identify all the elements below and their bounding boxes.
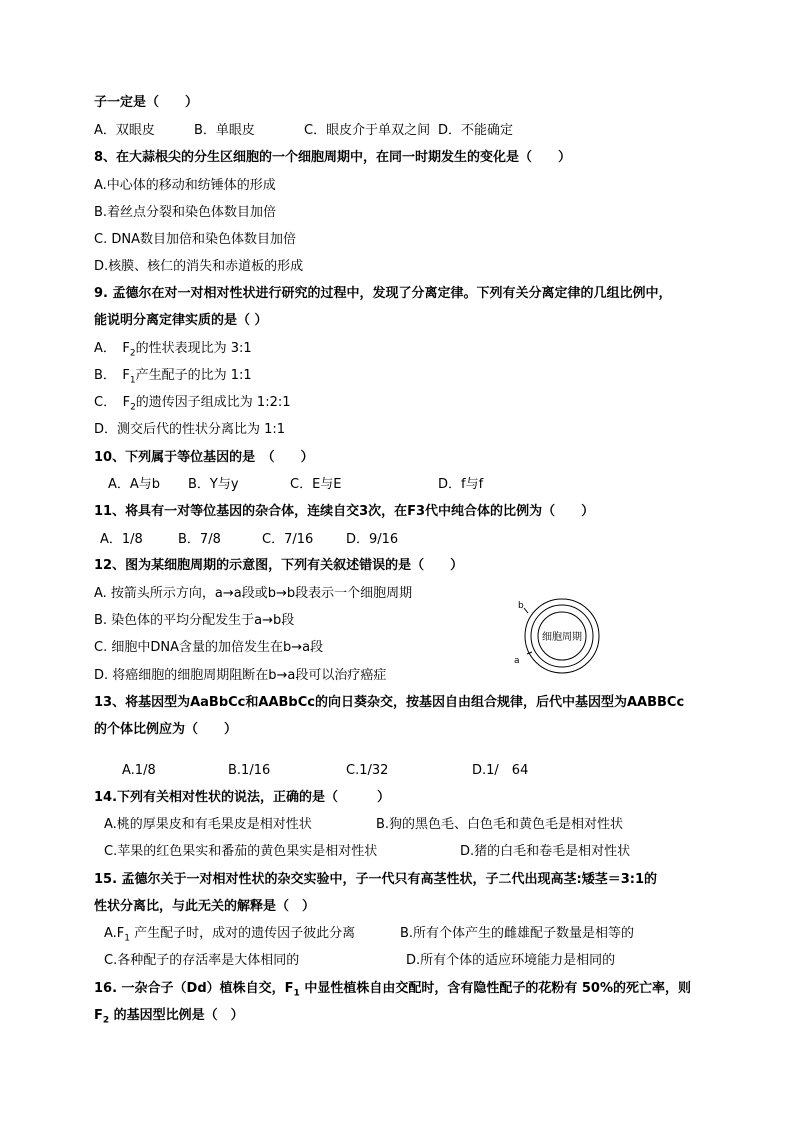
q9-stem-line1: 9. 孟德尔在对一对相对性状进行研究的过程中，发现了分离定律。下列有关分离定律的几组比例中， [94, 286, 672, 301]
q7-option-a: A．双眼皮 [94, 123, 155, 138]
q7-option-c: C．眼皮介于单双之间 [304, 123, 431, 138]
q11-option-b: B．7/8 [178, 532, 221, 547]
q8-option-b: B.着丝点分裂和染色体数目加倍 [94, 205, 277, 220]
q9-option-a: A． $F_2$的性状表现比为 3:1 [94, 341, 252, 359]
q15-option-c: C.各种配子的存活率是大体相同的 [104, 953, 300, 968]
q13-stem-line1: 13、将基因型为AaBbCc和AABbCc的向日葵杂交，按基因自由组合规律，后代中基因型为AABBCc [94, 695, 685, 710]
q14-option-d: D.猪的白毛和卷毛是相对性状 [460, 844, 631, 859]
q13-option-a: A.1/8 [122, 763, 156, 778]
diagram-label-b: b [518, 601, 524, 611]
q11-option-a: A．1/8 [100, 532, 143, 547]
diagram-center-label: 细胞周期 [542, 632, 582, 643]
q13-option-b: B.1/16 [228, 763, 271, 778]
q8-option-c: C. DNA数目加倍和染色体数目加倍 [94, 232, 296, 247]
q8-option-a: A.中心体的移动和纺锤体的形成 [94, 178, 276, 193]
q16-stem-line2: $F_2$ 的基因型比例是（ ） [94, 1008, 244, 1026]
q13-option-d: D.1/ 64 [472, 763, 529, 778]
q15-option-b: B.所有个体产生的雌雄配子数量是相等的 [400, 926, 635, 941]
q8-stem: 8、在大蒜根尖的分生区细胞的一个细胞周期中，在同一时期发生的变化是（ ） [94, 150, 572, 165]
q16-stem-line1: 16. 一杂合子（Dd）植株自交，$F_1$ 中显性植株自由交配时，含有隐性配子的花粉有 50%的死亡率，则 [94, 981, 691, 999]
cell-cycle-diagram [508, 596, 608, 676]
q9-option-d: D．测交后代的性状分离比为 1:1 [94, 422, 286, 437]
q12-option-c: C. 细胞中DNA含量的加倍发生在b→a段 [94, 640, 324, 655]
q10-stem: 10、下列属于等位基因的是 （ ） [94, 450, 314, 465]
q14-option-a: A.桃的厚果皮和有毛果皮是相对性状 [104, 817, 312, 832]
q12-option-b: B. 染色体的平均分配发生于a→b段 [94, 613, 295, 628]
q7-option-d: D．不能确定 [438, 123, 514, 138]
segment-b-marker [524, 608, 528, 613]
q11-stem: 11、将具有一对等位基因的杂合体，连续自交3次，在F3代中纯合体的比例为（ ） [94, 504, 595, 519]
q15-stem-line1: 15. 孟德尔关于一对相对性状的杂交实验中，子一代只有高茎性状，子二代出现高茎:矮茎＝3:1的 [94, 872, 658, 887]
q9-option-b: B． $F_1$产生配子的比为 1:1 [94, 368, 252, 386]
q10-option-a: A．A与b [108, 477, 161, 492]
q12-option-a: A. 按箭头所示方向，a→a段或b→b段表示一个细胞周期 [94, 586, 413, 601]
q15-option-a: $A.F_1$ 产生配子时，成对的遗传因子彼此分离 [104, 926, 356, 944]
q14-option-c: C.苹果的红色果实和番茄的黄色果实是相对性状 [104, 844, 378, 859]
q11-option-c: C．7/16 [262, 532, 314, 547]
q10-option-b: B．Y与y [188, 477, 239, 492]
q10-option-d: D．f与f [438, 477, 484, 492]
q14-stem: 14.下列有关相对性状的说法，正确的是（ ） [94, 790, 391, 805]
q11-option-d: D．9/16 [346, 532, 399, 547]
q7-option-b: B．单眼皮 [194, 123, 255, 138]
q15-option-d: D.所有个体的适应环境能力是相同的 [406, 953, 616, 968]
diagram-label-a: a [514, 656, 520, 666]
q12-stem: 12、图为某细胞周期的示意图，下列有关叙述错误的是（ ） [94, 558, 464, 573]
q8-option-d: D.核膜、核仁的消失和赤道板的形成 [94, 259, 304, 274]
q10-option-c: C．E与E [290, 477, 342, 492]
q15-stem-line2: 性状分离比，与此无关的解释是（ ） [94, 899, 316, 914]
q7-stem-tail: 子一定是（ ） [94, 95, 199, 110]
q13-option-c: C.1/32 [346, 763, 389, 778]
q13-stem-line2: 的个体比例应为（ ） [94, 722, 238, 737]
q9-option-c: C． $F_2$的遗传因子组成比为 1:2:1 [94, 395, 291, 413]
q12-option-d: D. 将癌细胞的细胞周期阻断在b→a段可以治疗癌症 [94, 668, 387, 683]
q9-stem-line2: 能说明分离定律实质的是（ ） [94, 313, 268, 328]
q14-option-b: B.狗的黑色毛、白色毛和黄色毛是相对性状 [376, 817, 624, 832]
